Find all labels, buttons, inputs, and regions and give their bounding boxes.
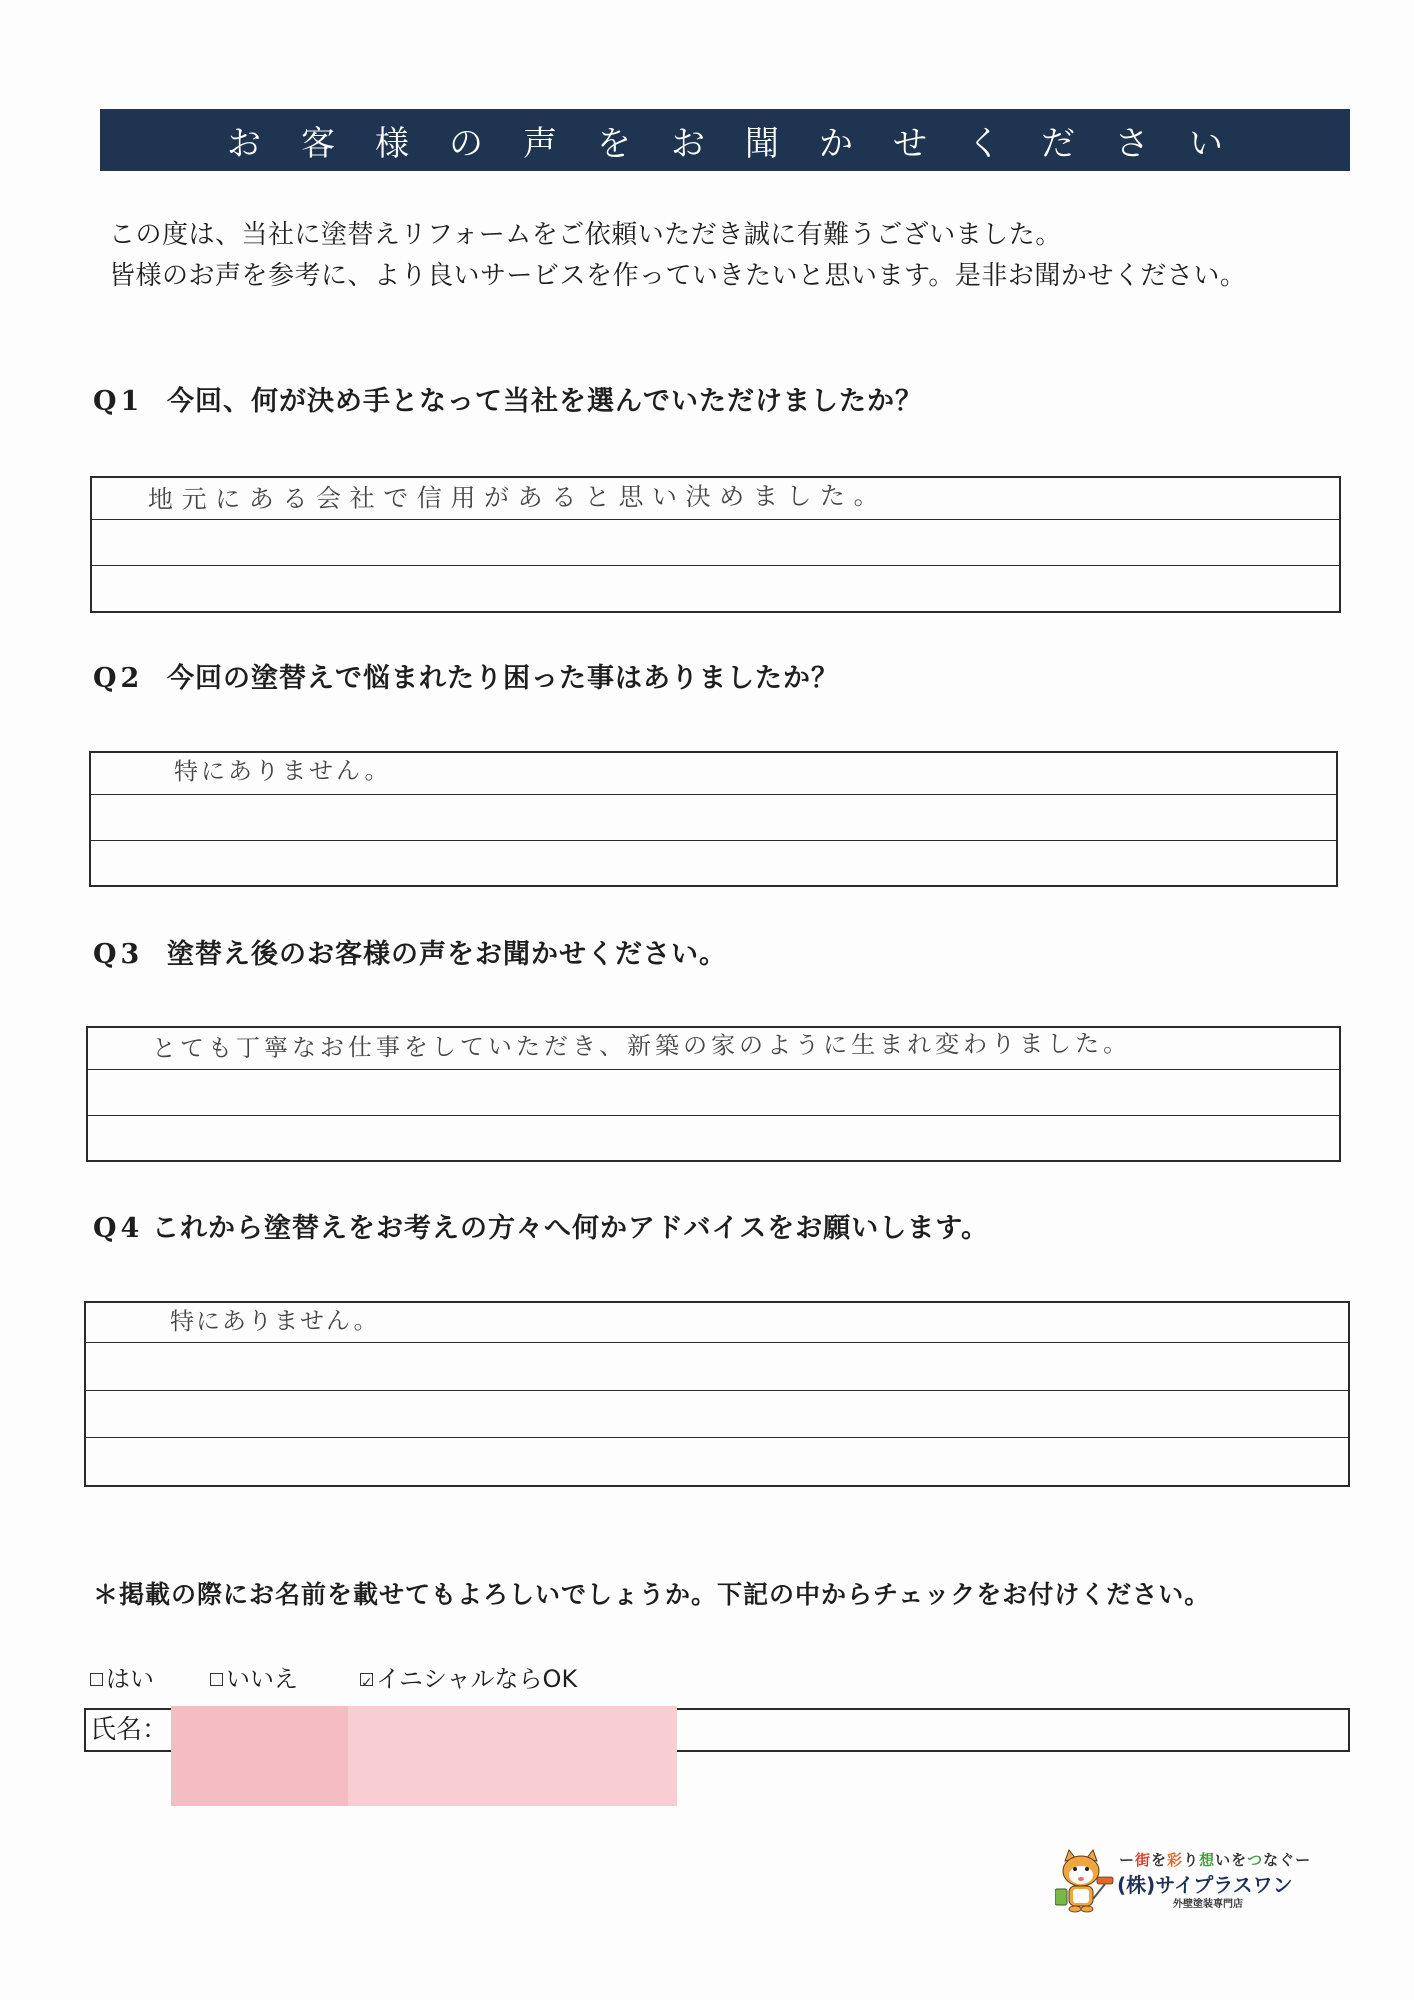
tagline-part: り	[1183, 1851, 1200, 1869]
question-text: 今回の塗替えで悩まれたり困った事はありましたか？	[167, 663, 839, 694]
answer-line[interactable]	[86, 1437, 1348, 1485]
option-label: はい	[106, 1665, 154, 1693]
answer-box-q4[interactable]	[84, 1301, 1350, 1487]
tagline-part: いを	[1215, 1851, 1248, 1869]
answer-line[interactable]	[88, 1115, 1339, 1161]
consent-note: ＊掲載の際にお名前を載せてもよろしいでしょうか。下記の中からチェックをお付けください。	[93, 1580, 1211, 1609]
cat-painter-mascot-icon	[1055, 1849, 1117, 1915]
tagline-part: ー	[1295, 1851, 1312, 1869]
answer-line[interactable]	[92, 519, 1339, 565]
answer-line[interactable]	[91, 840, 1336, 886]
tagline-part: なぐ	[1263, 1851, 1296, 1869]
question-q3	[93, 937, 727, 973]
option-initials-ok[interactable]	[360, 1664, 577, 1694]
title-banner	[100, 109, 1350, 171]
question-text: 塗替え後のお客様の声をお聞かせください。	[167, 939, 727, 970]
page-title: お客様の声をお聞かせください	[227, 123, 1263, 164]
answer-line[interactable]	[86, 1390, 1348, 1438]
question-number: Q1	[93, 386, 144, 417]
tagline-part: 想	[1199, 1851, 1216, 1869]
answer-line[interactable]	[92, 478, 1339, 519]
tagline-part: を	[1151, 1851, 1168, 1869]
answer-line[interactable]	[92, 565, 1339, 611]
intro-line-2: 皆様のお声を参考に、より良いサービスを作っていきたいと思います。是非お聞かせください。	[109, 261, 1247, 291]
checkbox-icon[interactable]	[90, 1673, 103, 1686]
answer-line[interactable]	[91, 753, 1336, 794]
question-number: Q3	[93, 939, 144, 970]
checkbox-icon[interactable]	[360, 1673, 373, 1686]
answer-handwriting: 特にありません。	[173, 756, 392, 786]
name-label: 氏名：	[90, 1715, 169, 1745]
answer-line[interactable]	[88, 1028, 1339, 1069]
question-q1	[93, 384, 923, 420]
option-label: いいえ	[226, 1665, 298, 1693]
question-text: これから塗替えをお考えの方々へ何かアドバイスをお願いします。	[152, 1213, 990, 1244]
intro-line-1: この度は、当社に塗替えリフォームをご依頼いただき誠に有難うございました。	[109, 220, 1062, 250]
option-label: イニシャルならOK	[376, 1665, 578, 1693]
answer-handwriting: とても丁寧なお仕事をしていただき、新築の家のように生まれ変わりました。	[151, 1029, 1132, 1063]
answer-line[interactable]	[86, 1342, 1348, 1390]
question-text: 今回、何が決め手となって当社を選んでいただけましたか？	[167, 386, 923, 417]
question-q2	[93, 661, 839, 697]
logo-tagline	[1119, 1851, 1311, 1869]
company-logo	[1055, 1845, 1330, 1920]
answer-line[interactable]	[88, 1069, 1339, 1115]
checkbox-icon[interactable]	[210, 1673, 223, 1686]
question-q4	[93, 1211, 989, 1247]
tagline-part: 街	[1135, 1851, 1152, 1869]
tagline-part: つ	[1247, 1851, 1264, 1869]
question-number: Q4	[93, 1213, 144, 1244]
answer-line[interactable]	[91, 794, 1336, 840]
tagline-part: 彩	[1167, 1851, 1184, 1869]
option-yes[interactable]	[90, 1664, 154, 1694]
answer-handwriting: 特にありません。	[169, 1306, 380, 1336]
company-name: (株)サイプラスワン	[1117, 1873, 1293, 1897]
tagline-part: ー	[1119, 1851, 1136, 1869]
redaction-block	[171, 1706, 677, 1806]
answer-box-q2[interactable]	[89, 751, 1338, 887]
answer-box-q1[interactable]	[90, 476, 1341, 613]
question-number: Q2	[93, 663, 144, 694]
answer-box-q3[interactable]	[86, 1026, 1341, 1162]
intro-text	[109, 215, 1246, 297]
company-subtitle: 外壁塗装専門店	[1173, 1899, 1243, 1910]
option-no[interactable]	[210, 1664, 298, 1694]
answer-handwriting: 地元にある会社で信用があると思い決めました。	[147, 481, 888, 514]
answer-line[interactable]	[86, 1303, 1348, 1342]
